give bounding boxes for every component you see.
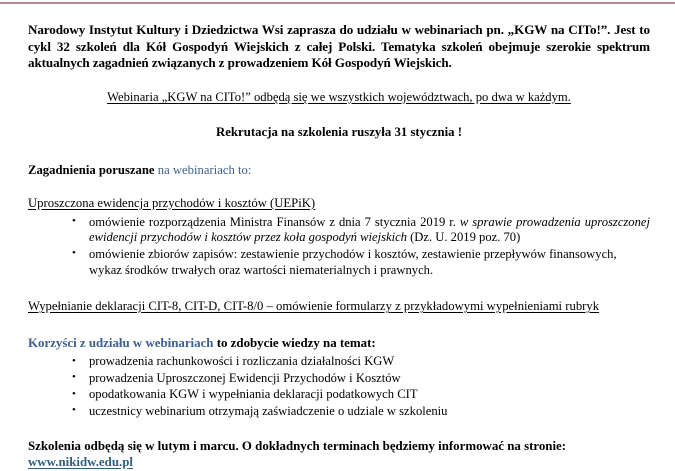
footer-note-text: Szkolenia odbędą się w lutym i marcu. O dokładnych terminach będziemy informować na stronie: (28, 438, 567, 453)
topics-intro-line (28, 162, 650, 178)
recruitment-line: Rekrutacja na szkolenia ruszyła 31 stycznia ! (216, 124, 462, 139)
section-heading-uepik-text: Uproszczona ewidencja przychodów i kosztów (UEPiK) (28, 195, 316, 210)
list-item (72, 371, 650, 387)
list-item (72, 387, 650, 403)
bullet-part-citation: (Dz. U. 2019 poz. 70) (406, 230, 521, 245)
list-item (72, 354, 650, 370)
bullet-text: opodatkowania KGW i wypełniania deklaracji podatkowych CIT (89, 387, 418, 402)
topics-intro-blue: na webinariach to: (157, 162, 252, 177)
section-heading-cit (28, 298, 650, 314)
top-divider-rule (0, 2, 675, 4)
website-link[interactable]: www.nikidw.edu.pl (28, 455, 133, 470)
bullet-part-normal: omówienie rozporządzenia Ministra Finansów z dnia 7 stycznia 2019 r. (89, 214, 456, 229)
document-content (28, 22, 650, 471)
benefits-heading-blue: Korzyści z udziału w webinariach (28, 336, 214, 351)
list-item (72, 404, 650, 420)
location-line-text: Webinaria „KGW na CITo!” odbędą się we wszystkich województwach, po dwa w każdym. (107, 89, 571, 104)
footer-note (28, 438, 650, 471)
bullet-text: prowadzenia rachunkowości i rozliczania działalności KGW (89, 354, 395, 369)
benefits-heading (28, 335, 650, 351)
bullet-part-italic: w sprawie prowadzenia uproszczonej ewidencji przychodów i kosztów przez koła gospodyń wiejskich (89, 214, 650, 245)
list-item (72, 247, 650, 278)
bullet-text: uczestnicy webinarium otrzymają zaświadczenie o udziale w szkoleniu (89, 403, 448, 418)
topics-intro-bold: Zagadnienia poruszane (28, 162, 155, 177)
bullet-text: omówienie zbiorów zapisów: zestawienie przychodów i kosztów, zestawienie przepływów finansowych, wykaz środków trwałych oraz wartości niematerialnych i prawnych. (89, 246, 617, 277)
uepik-bullet-list (28, 215, 650, 278)
section-heading-cit-text: Wypełnianie deklaracji CIT-8, CIT-D, CIT-8/0 – omówienie formularzy z przykładowymi wypełnieniami rubryk (28, 299, 600, 314)
intro-paragraph: Narodowy Instytut Kultury i Dziedzictwa Wsi zaprasza do udziału w webinariach pn. „KGW na CITo!”. Jest to cykl 32 szkoleń dla Kół Gospodyń Wiejskich z całej Polski. Tematyka szkoleń obejmuje szerokie spektrum aktualnych zagadnień związanych z prowadzeniem Kół Gospodyń Wiejskich. (28, 22, 650, 71)
benefits-heading-black: to zdobycie wiedzy na temat: (216, 336, 376, 351)
section-heading-uepik (28, 195, 650, 211)
benefits-bullet-list (28, 354, 650, 419)
location-line (28, 89, 650, 105)
bullet-text: prowadzenia Uproszczonej Ewidencji Przychodów i Kosztów (89, 370, 401, 385)
list-item (72, 215, 650, 246)
